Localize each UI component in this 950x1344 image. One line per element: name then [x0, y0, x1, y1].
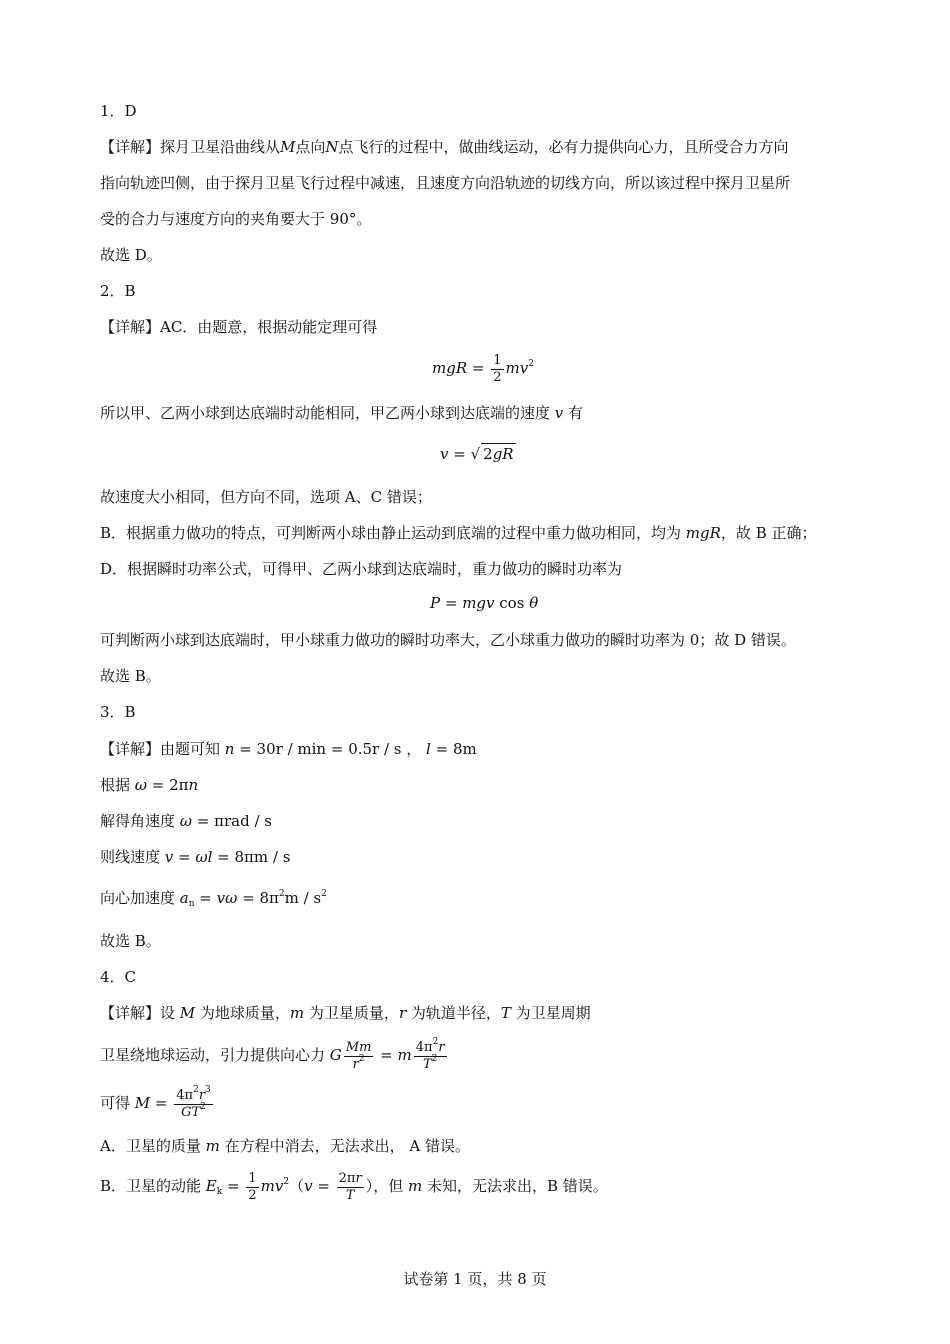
q2-detail-line-5: D．根据瞬时功率公式，可得甲、乙两小球到达底端时，重力做功的瞬时功率为: [100, 560, 623, 578]
q4-option-a: A．卫星的质量 m 在方程中消去，无法求出， A 错误。: [100, 1137, 470, 1155]
q4-detail-line-2: 卫星绕地球运动，引力提供向心力 G $\frac{Mm}{r^2}$ = m $\frac{4\pi^2r}{T^2}$: [100, 1036, 445, 1072]
q3-detail-line-5: 向心加速度 $a_n = v\omega = 8\pi^2m / s^2$: [100, 889, 327, 909]
q3-detail-line-3: 解得角速度 ω = πrad / s: [100, 812, 272, 830]
q2-detail-line-1: 【详解】AC．由题意，根据动能定理可得: [100, 318, 378, 336]
q1-answer: 1．D: [100, 102, 137, 120]
q4-detail-line-1: 【详解】设 M 为地球质量，m 为卫星质量，r 为轨道半径，T 为卫星周期: [100, 1004, 591, 1022]
q2-answer: 2．B: [100, 282, 136, 300]
q3-answer: 3．B: [100, 703, 136, 721]
q3-detail-line-1: 【详解】由题可知 n = 30r / min = 0.5r / s ， l = 8m: [100, 740, 477, 758]
q1-detail-line-2: 指向轨迹凹侧，由于探月卫星飞行过程中减速，且速度方向沿轨迹的切线方向，所以该过程中探月卫星所: [100, 174, 791, 192]
q2-detail-line-2: 所以甲、乙两小球到达底端时动能相同，甲乙两小球到达底端的速度 v 有: [100, 404, 584, 422]
q2-detail-line-6: 可判断两小球到达底端时，甲小球重力做功的瞬时功率大，乙小球重力做功的瞬时功率为 0；故 D 错误。: [100, 631, 796, 649]
q4-detail-line-3: 可得 M = $\frac{4\pi^2r^3}{GT^2}$: [100, 1084, 211, 1120]
q1-conclusion: 故选 D。: [100, 246, 162, 264]
q2-equation-3: P = mgv cos θ: [430, 594, 539, 612]
q2-conclusion: 故选 B。: [100, 667, 161, 685]
q4-option-b: B．卫星的动能 $E_k$ = $\frac{1}{2}$ $mv^2(v$ = $\frac{2\pi r}{T}$ ），但 m 未知，无法求出，B 错误。: [100, 1170, 608, 1203]
q4-answer: 4．C: [100, 968, 137, 986]
q1-detail-line-1: 【详解】探月卫星沿曲线从M点向N点飞行的过程中，做曲线运动，必有力提供向心力，且所受合力方向: [100, 138, 789, 156]
q2-detail-line-3: 故速度大小相同，但方向不同，选项 A、C 错误；: [100, 488, 432, 506]
page-footer: 试卷第 1 页，共 8 页: [403, 1270, 547, 1288]
q2-detail-line-4: B．根据重力做功的特点，可判断两小球由静止运动到底端的过程中重力做功相同，均为 mgR，故 B 正确；: [100, 524, 817, 542]
q3-detail-line-2: 根据 ω = 2πn: [100, 776, 199, 794]
q2-equation-1: mgR = $\frac{1}{2}$ $mv^2$: [432, 352, 534, 385]
q1-detail-line-3: 受的合力与速度方向的夹角要大于 90°。: [100, 210, 372, 228]
q3-detail-line-4: 则线速度 v = ωl = 8πm / s: [100, 848, 291, 866]
q2-equation-2: v = √ 2gR: [440, 445, 514, 463]
q3-conclusion: 故选 B。: [100, 932, 161, 950]
